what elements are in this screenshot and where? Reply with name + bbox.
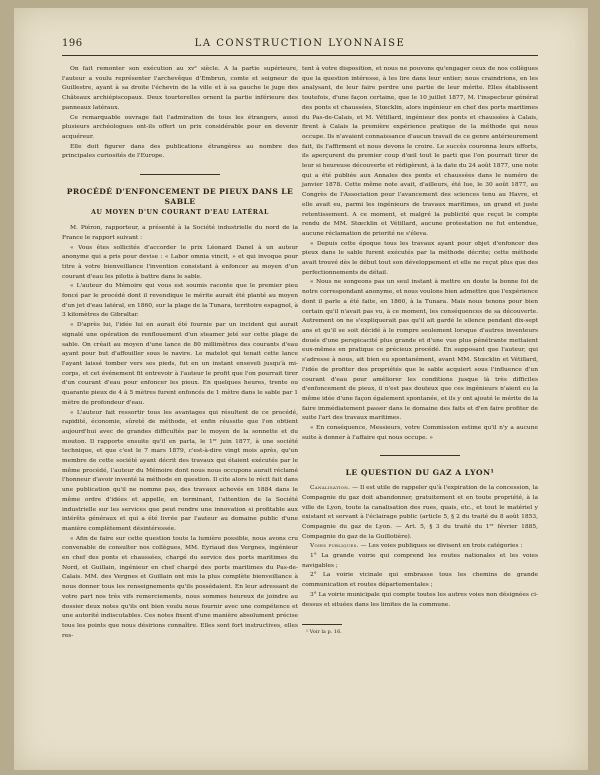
- article-paragraph: « D'après lui, l'idée lui en aurait été fournie par un incident qui aurait signalé une opération de renflouement d'un steamer jeté sur cette plage de sable. On créait au moyen d'une lance de 80 millimètres des courants d'eau ayant pour but d'affouiller sous le navire. Le matelot qui tenait cette lance l'ayant laissé tomber vers ses pieds, fut en un instant enseveli jusqu'à mi-corps, et cet événement fit entrevoir à l'auteur le profit que l'on pourrait tirer d'un courant d'eau pour enfoncer les pieux. En quelques heures, trente ou quarante pieux de 4 à 5 mètres furent enfoncés de 1 mètre dans le sable par 1 mètre de profondeur d'eau.: [62, 322, 298, 406]
- section-separator: [380, 455, 460, 456]
- article-paragraph: « Afin de faire sur cette question toute la lumière possible, nous avons cru convenable de consulter nos collègues, MM. Eyriaud des Vergnes, ingénieur en chef des ponts et chaussées, chargé du service des ports maritimes du Nord, et Guillain, ingénieur en chef chargé des ports maritimes du Pas-de-Calais. MM. des Vergnes et Guillain ont mis la plus complète bienveillance à nous donner tous les renseignements qu'ils possédaient. En leur adressant de votre part nos très vifs remerciements, nous sommes heureux de joindre au dossier deux notes qu'ils ont bien voulu nous fournir avec une compétence et une autorité indiscutables. Ces notes fixent d'une manière absolument précise tous les points que nous désirions connaître. Elles sont fort instructives, elles res-: [62, 535, 298, 639]
- article-paragraph: « En conséquence, Messieurs, votre Commission estime qu'il n'y a aucune suite à donner à l'affaire qui nous occupe. »: [302, 425, 538, 441]
- left-column: [62, 65, 298, 641]
- journal-title: LA CONSTRUCTION LYONNAISE: [194, 38, 406, 49]
- article-paragraph: tent à votre disposition, et nous ne pouvons qu'engager ceux de nos collègues que la question intéresse, à les lire dans leur entier; nous craindrions, en les analysant, de leur faire perdre une partie de leur mérite. Elles établissent toutefois, d'une façon certaine, que le 10 juillet 1877, M. l'inspecteur général des ponts et chaussées, Stœcklin, alors ingénieur en chef des ports maritimes du Pas-de-Calais, et M. Vétillard, ingénieur des ponts et chaussées à Calais, firent à Calais la première expérience pratique de la méthode qui nous occupe. Ils n'avaient connaissance d'aucun travail de ce genre antérieurement fait, ils l'affirment et nous devons le croire. Le succès couronna leurs efforts, ils aperçurent du premier coup d'œil tout le parti que l'on pourrait tirer de leur si heureuse découverte et rédigèrent, à la date du 24 août 1877, une note qui a été publiée aux Annales des ponts et chaussées dans le numéro de janvier 1878. Cette même note avait, d'ailleurs, été lue, le 30 août 1877, au Congrès de l'Association pour l'avancement des sciences tenu au Havre, et elle avait eu, parmi les ingénieurs de travaux maritimes, un grand et juste retentissement. A ce moment, et malgré la publicité que reçut le compte rendu de MM. Stœcklin et Vétillard, aucune protestation ne fut entendue, aucune réclamation de priorité ne s'éleva.: [302, 66, 538, 237]
- article-paragraph: « Nous ne songeons pas un seul instant à mettre en doute la bonne foi de notre correspondant anonyme, et nous voulons bien admettre que l'expérience dont il parle a été faite, en 1860, à la Tunara. Mais nous tenons pour bien certain qu'il n'avait pas vu, à ce moment, les conséquences de sa découverte. Autrement on ne s'expliquerait pas qu'il ait gardé le silence pendant dix-sept ans et qu'il se soit décidé à le rompre seulement lorsque d'autres inventeurs doués d'une perspicacité plus grande et d'une vue plus pénétrante mettaient eux-mêmes en pratique ce précieux procédé. En supposant que l'auteur, qui s'adresse à nous, ait bien eu spontanément, avant MM. Stœcklin et Vétillard, l'idée de profiter des propriétés que le sable acquiert sous l'influence d'un courant d'eau pour améliorer les conditions jusque là très difficiles d'enfoncement de pieux, il n'est pas douteux que ces ingénieurs n'aient eu la même idée d'une façon également spontanée, et ils y ont ajouté le mérite de la faire immédiatement passer dans le domaine des faits et d'en faire profiter de suite l'art des travaux maritimes.: [302, 279, 538, 422]
- article-paragraph: M. Piéron, rapporteur, a présenté à la Société industrielle du nord de la France le rapport suivant :: [62, 225, 298, 241]
- page-number: 196: [62, 38, 83, 49]
- page-header: [62, 38, 538, 52]
- footnote: ¹ Voir la p. 16.: [306, 629, 342, 636]
- article-paragraph: « L'auteur du Mémoire qui vous est soumis raconte que le premier pieu foncé par le procédé dont il revendique le mérite aurait été planté au moyen d'un jet d'eau latéral, en 1860, sur la plage de la Tunara, territoire espagnol, à 3 kilomètres de Gibraltar.: [62, 283, 298, 319]
- article-paragraph: « L'auteur fait ressortir tous les avantages qui résultent de ce procédé, rapidité, économie, sûreté de méthode, et enfin réussite que l'on obtient aujourd'hui avec de grandes difficultés par le moyen de la sonnette et du mouton. Il rapporte ensuite qu'il en parla, le 1ᵉʳ juin 1877, à une société technique, et que c'est le 7 mars 1879, c'est-à-dire vingt mois après, qu'un membre de cette société ayant décrit des travaux qui étaient exécutés par le même procédé, l'auteur du Mémoire dont nous nous occupons aurait réclamé l'honneur d'avoir inventé la méthode en question. Il cite alors le récit fait dans une publication qu'il ne nomme pas, des travaux achevés en 1884 dans le même ordre d'idées et appelle, en terminant, l'attention de la Société industrielle sur les services que peut rendre une innovation si profitable aux intérêts généraux et qui a été livrée par l'auteur au domaine public d'une manière complètement désintéressée.: [62, 409, 298, 532]
- voies-label: Voies publiques.: [310, 543, 359, 550]
- list-item: 3° La voirie municipale qui compte toutes les autres voies non désignées ci-dessus et situées dans les limites de la commune.: [302, 591, 538, 608]
- list-item: 1° La grande voirie qui comprend les routes nationales et les voies navigables ;: [302, 553, 538, 569]
- article-title-gaz: LE QUESTION DU GAZ A LYON¹: [345, 468, 495, 478]
- intro-paragraph: On fait remonter son exécution au xvᵉ siècle. A la partie supérieure, l'auteur a voulu représenter l'archevêque d'Embrun, comte et seigneur de Guillestre, ayant à sa droite l'échevin de la ville et à sa gauche le juge des Châteaux archiépiscopaux. Deux tourterelles ornent la partie inférieure des panneaux latéraux.: [62, 66, 298, 111]
- article-paragraph: « Vous êtes sollicités d'accorder le prix Léonard Danel à un auteur anonyme qui a pris pour devise : « Labor omnia vincit, » et qui invoque pour titre à votre bienveillance l'invention consistant à enfoncer au moyen d'un courant d'eau les pilotis à battre dans le sable.: [62, 244, 298, 280]
- canalisation-label: Canalisation.: [310, 485, 351, 492]
- voies-text: — Les voies publiques se divisent en trois catégories :: [358, 543, 523, 550]
- canalisation-text: — Il est utile de rappeler qu'à l'expiration de la concession, la Compagnie du gaz doit abandonner, gratuitement et en toute propriété, à la ville de Lyon, toute la canalisation des rues, quais, etc., et tout le matériel y existant et servant à l'éclairage public (article 5, § 2 du traité du 8 août 1853, Compagnie du gaz de Lyon. — Art. 5, § 3 du traité du 1ᵉʳ février 1885, Compagnie du gaz de la Guillotière).: [302, 485, 538, 540]
- intro-paragraph: Elle doit figurer dans des publications étrangères au nombre des principales curiosités de l'Europe.: [62, 143, 298, 160]
- intro-paragraph: Ce remarquable ouvrage fait l'admiration de tous les étrangers, aussi plusieurs archéologues ont-ils offert un prix considérable pour en devenir acquéreur.: [62, 114, 298, 140]
- gaz-paragraph-voies: [302, 542, 538, 552]
- footnote-rule: [302, 624, 342, 625]
- section-separator: [140, 174, 220, 175]
- right-column: [302, 65, 538, 636]
- header-rule: [62, 55, 538, 56]
- article-title-pieux: PROCÉDÉ D'ENFONCEMENT DE PIEUX DANS LE SABLE: [66, 187, 294, 206]
- article-subtitle-pieux: AU MOYEN D'UN COURANT D'EAU LATÉRAL: [91, 209, 269, 217]
- article-paragraph: « Depuis cette époque tous les travaux ayant pour objet d'enfoncer des pieux dans le sable furent exécutés par la méthode décrite; cette méthode avait trouvé dès le début tout son développement et elle ne reçut plus que des perfectionnements de détail.: [302, 240, 538, 276]
- gaz-paragraph-canalisation: [302, 484, 538, 542]
- list-item: 2° La voirie vicinale qui embrasse tous les chemins de grande communication et routes départementales ;: [302, 572, 538, 589]
